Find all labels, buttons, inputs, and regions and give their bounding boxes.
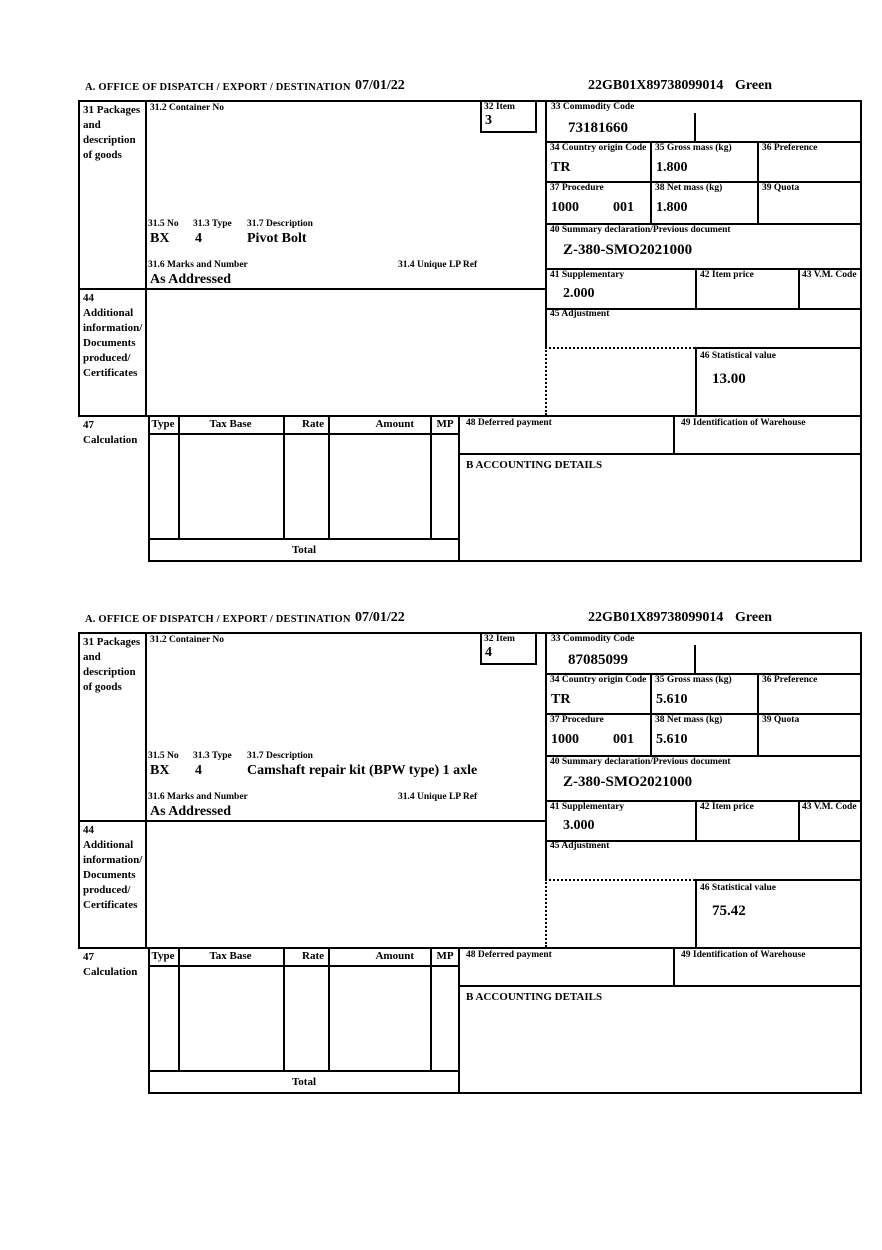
procedure-code2-value: 001 xyxy=(613,732,634,747)
marks-value: As Addressed xyxy=(150,272,232,287)
gross-mass-value: 1.800 xyxy=(656,160,688,175)
label-column-divider xyxy=(145,632,147,947)
package-code-value: BX xyxy=(150,231,170,246)
procedure-code2-value: 001 xyxy=(613,200,634,215)
item-number-label: 32 Item xyxy=(484,102,515,112)
box31-packages-label: 31 Packages and description of goods xyxy=(83,636,141,693)
box47-calculation-label: 47 Calculation xyxy=(83,419,138,446)
calc-col-rate: Rate xyxy=(302,950,324,962)
commodity-code-tick xyxy=(694,645,696,673)
item-number-label: 32 Item xyxy=(484,634,515,644)
divider-line xyxy=(78,820,545,822)
commodity-code-label: 33 Commodity Code xyxy=(551,634,635,644)
procedure-label: 37 Procedure xyxy=(550,183,604,193)
calc-col-type: Type xyxy=(151,950,175,962)
package-no-label: 31.5 No xyxy=(148,219,179,229)
package-code-value: BX xyxy=(150,763,170,778)
dotted-divider-horizontal xyxy=(545,347,695,349)
divider-line xyxy=(78,288,545,290)
dotted-divider-horizontal xyxy=(545,879,695,881)
marks-value: As Addressed xyxy=(150,804,232,819)
procedure-label: 37 Procedure xyxy=(550,715,604,725)
net-mass-value: 1.800 xyxy=(656,200,688,215)
quota-label: 39 Quota xyxy=(762,183,800,193)
accounting-details-label: B ACCOUNTING DETAILS xyxy=(466,459,603,471)
divider-line xyxy=(757,141,759,223)
total-label: Total xyxy=(291,1076,317,1088)
table-header-divider xyxy=(148,965,460,967)
declaration-item-section xyxy=(78,610,862,1094)
commodity-code-label: 33 Commodity Code xyxy=(551,102,635,112)
item-number-value: 4 xyxy=(485,645,492,660)
gross-mass-label: 35 Gross mass (kg) xyxy=(655,675,732,685)
summary-declaration-label: 40 Summary declaration/Previous document xyxy=(550,225,731,235)
entry-number: 22GB01X89738099014 xyxy=(588,78,724,93)
supplementary-label: 41 Supplementary xyxy=(550,802,625,812)
calc-col-tax-base: Tax Base xyxy=(209,418,252,430)
container-no-label: 31.2 Container No xyxy=(150,103,224,113)
deferred-payment-label: 48 Deferred payment xyxy=(466,950,552,960)
summary-declaration-label: 40 Summary declaration/Previous document xyxy=(550,757,731,767)
entry-number: 22GB01X89738099014 xyxy=(588,610,724,625)
box47-calculation-label: 47 Calculation xyxy=(83,951,138,978)
origin-code-label: 34 Country origin Code xyxy=(550,675,647,685)
origin-code-value: TR xyxy=(551,160,571,175)
statistical-value-label: 46 Statistical value xyxy=(700,351,776,361)
origin-code-label: 34 Country origin Code xyxy=(550,143,647,153)
gross-mass-label: 35 Gross mass (kg) xyxy=(655,143,732,153)
deferred-payment-label: 48 Deferred payment xyxy=(466,418,552,428)
divider-line xyxy=(695,800,697,840)
box31-packages-label: 31 Packages and description of goods xyxy=(83,104,141,161)
item-price-label: 42 Item price xyxy=(700,802,754,812)
net-mass-label: 38 Net mass (kg) xyxy=(655,715,723,725)
office-of-dispatch-label: A. OFFICE OF DISPATCH / EXPORT / DESTINATION xyxy=(85,82,351,93)
total-label: Total xyxy=(291,544,317,556)
adjustment-label: 45 Adjustment xyxy=(550,841,610,851)
statistical-value: 13.00 xyxy=(712,371,746,387)
lp-ref-label: 31.4 Unique LP Ref xyxy=(398,792,478,802)
label-column-divider xyxy=(145,100,147,415)
preference-label: 36 Preference xyxy=(762,143,818,153)
commodity-code-value: 73181660 xyxy=(568,120,628,136)
calc-col-type: Type xyxy=(151,418,175,430)
marks-label: 31.6 Marks and Number xyxy=(148,260,248,270)
table-header-divider xyxy=(148,433,460,435)
adjustment-label: 45 Adjustment xyxy=(550,309,610,319)
marks-label: 31.6 Marks and Number xyxy=(148,792,248,802)
vm-code-label: 43 V.M. Code xyxy=(802,802,857,812)
office-of-dispatch-label: A. OFFICE OF DISPATCH / EXPORT / DESTINATION xyxy=(85,614,351,625)
net-mass-value: 5.610 xyxy=(656,732,688,747)
supplementary-value: 2.000 xyxy=(563,286,595,301)
item-number-value: 3 xyxy=(485,113,492,128)
previous-document-value: Z-380-SMO2021000 xyxy=(563,774,693,790)
quota-label: 39 Quota xyxy=(762,715,800,725)
procedure-code-value: 1000 xyxy=(551,200,579,215)
dotted-divider-vertical xyxy=(545,347,547,415)
statistical-value: 75.42 xyxy=(712,903,746,919)
package-qty-value: 4 xyxy=(195,763,202,778)
divider-line xyxy=(650,141,652,223)
calc-col-tax-base: Tax Base xyxy=(209,950,252,962)
calc-col-amount: Amount xyxy=(375,950,414,962)
package-qty-value: 4 xyxy=(195,231,202,246)
divider-line xyxy=(695,268,697,308)
box44-additional-label: 44 Additional information/ Documents produced/ Certificates xyxy=(83,824,143,911)
commodity-code-tick xyxy=(694,113,696,141)
declaration-date: 07/01/22 xyxy=(355,610,405,625)
calc-col-mp: MP xyxy=(436,950,454,962)
commodity-code-value: 87085099 xyxy=(568,652,628,668)
supplementary-value: 3.000 xyxy=(563,818,595,833)
warehouse-label: 49 Identification of Warehouse xyxy=(681,418,806,428)
declaration-item-section xyxy=(78,78,862,562)
divider-line xyxy=(757,673,759,755)
container-no-label: 31.2 Container No xyxy=(150,635,224,645)
lp-ref-label: 31.4 Unique LP Ref xyxy=(398,260,478,270)
goods-description-value: Camshaft repair kit (BPW type) 1 axle xyxy=(247,763,478,778)
routing-indicator: Green xyxy=(735,610,773,625)
routing-indicator: Green xyxy=(735,78,773,93)
item-price-label: 42 Item price xyxy=(700,270,754,280)
preference-label: 36 Preference xyxy=(762,675,818,685)
description-label: 31.7 Description xyxy=(247,219,313,229)
calc-col-amount: Amount xyxy=(375,418,414,430)
procedure-code-value: 1000 xyxy=(551,732,579,747)
warehouse-label: 49 Identification of Warehouse xyxy=(681,950,806,960)
supplementary-label: 41 Supplementary xyxy=(550,270,625,280)
calc-col-mp: MP xyxy=(436,418,454,430)
gross-mass-value: 5.610 xyxy=(656,692,688,707)
description-label: 31.7 Description xyxy=(247,751,313,761)
goods-description-value: Pivot Bolt xyxy=(247,231,307,246)
divider-line xyxy=(798,268,800,308)
origin-code-value: TR xyxy=(551,692,571,707)
vm-code-label: 43 V.M. Code xyxy=(802,270,857,280)
net-mass-label: 38 Net mass (kg) xyxy=(655,183,723,193)
divider-line xyxy=(798,800,800,840)
previous-document-value: Z-380-SMO2021000 xyxy=(563,242,693,258)
dotted-divider-vertical xyxy=(545,879,547,947)
divider-line xyxy=(650,673,652,755)
declaration-date: 07/01/22 xyxy=(355,78,405,93)
package-no-label: 31.5 No xyxy=(148,751,179,761)
statistical-value-label: 46 Statistical value xyxy=(700,883,776,893)
calc-col-rate: Rate xyxy=(302,418,324,430)
package-type-label: 31.3 Type xyxy=(193,751,232,761)
package-type-label: 31.3 Type xyxy=(193,219,232,229)
accounting-details-label: B ACCOUNTING DETAILS xyxy=(466,991,603,1003)
box44-additional-label: 44 Additional information/ Documents produced/ Certificates xyxy=(83,292,143,379)
